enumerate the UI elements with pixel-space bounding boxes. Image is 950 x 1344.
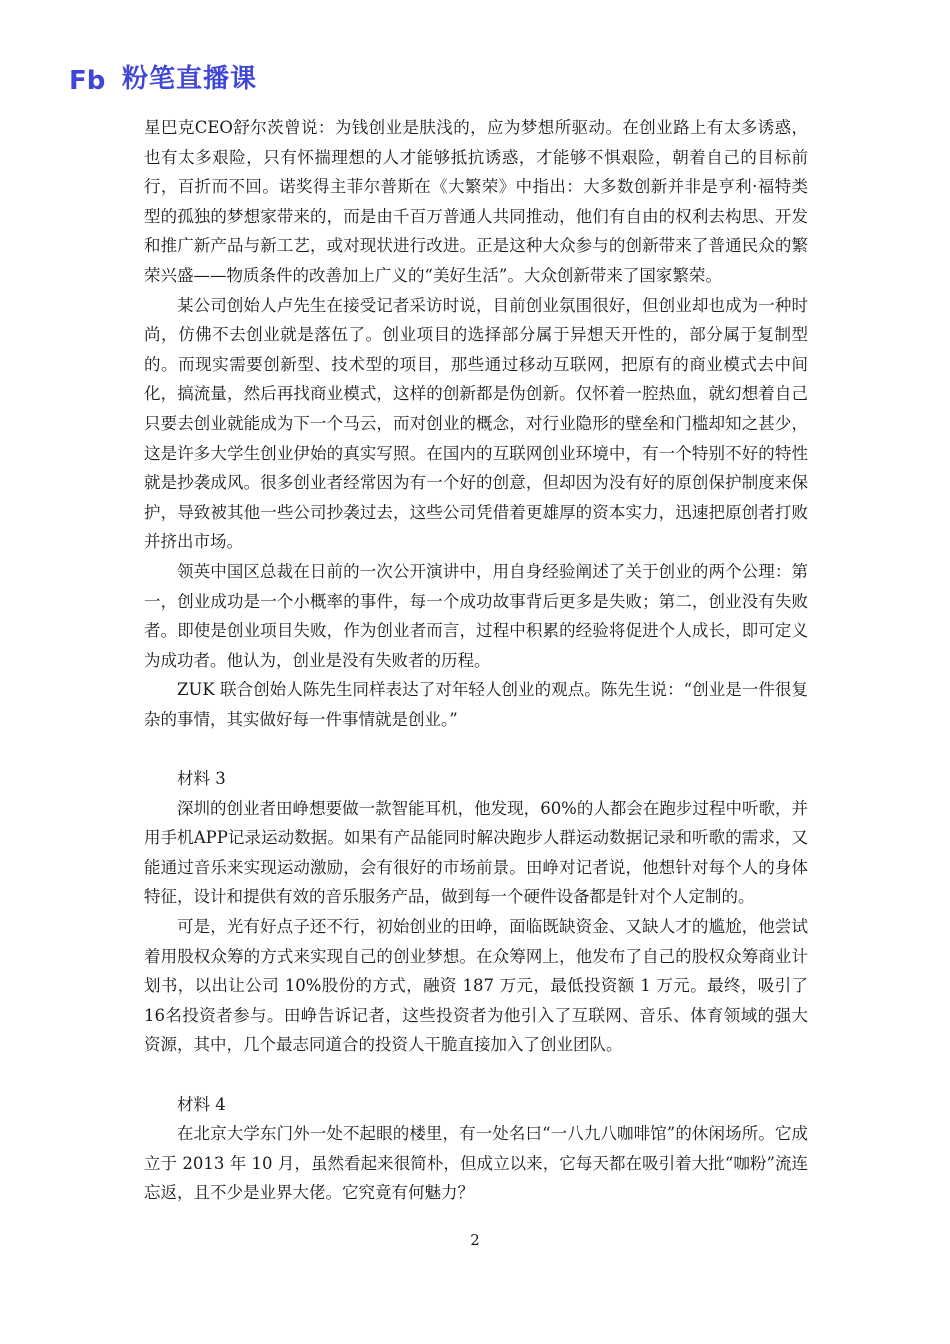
paragraph-tian-crowdfunding: 可是，光有好点子还不行，初始创业的田峥，面临既缺资金、又缺人才的尴尬，他尝试着用股权众筹的方式来实现自己的创业梦想。在众筹网上，他发布了自己的股权众筹商业计划书，以出让公司 10%股份的方式，融资 187 万元，最低投资额 1 万元。最终，吸引了 16名投资者参与。田峥告诉记者，这些投资者为他引入了互联网、音乐、体育领域的强大资源，其中，几个最志同道合的投资人干脆直接加入了创业团队。	[144, 917, 808, 1055]
spacer	[144, 734, 808, 764]
logo-text: Fb	[69, 66, 106, 94]
fenbi-logo-icon	[68, 64, 114, 94]
paragraph-lu: 某公司创始人卢先生在接受记者采访时说，目前创业氛围很好，但创业却也成为一种时尚，仿佛不去创业就是落伍了。创业项目的选择部分属于异想天开性的，部分属于复制型的。而现实需要创新型、技术型的项目，那些通过移动互联网，把原有的商业模式去中间化，搞流量，然后再找商业模式，这样的创新都是伪创新。仅怀着一腔热血，就幻想着自己只要去创业就能成为下一个马云，而对创业的概念，对行业隐形的壁垒和门槛却知之甚少，这是许多大学生创业伊始的真实写照。在国内的互联网创业环境中，有一个特别不好的特性就是抄袭成风。很多创业者经常因为有一个好的创意，但却因为没有好的原创保护制度来保护，导致被其他一些公司抄袭过去，这些公司凭借着更雄厚的资本实力，迅速把原创者打败并挤出市场。	[144, 295, 808, 552]
paragraph-schultz: 星巴克CEO舒尔茨曾说：为钱创业是肤浅的，应为梦想所驱动。在创业路上有太多诱惑，也有太多艰险，只有怀揣理想的人才能够抵抗诱惑，才能够不惧艰险，朝着自己的目标前行，百折而不回。诺奖得主菲尔普斯在《大繁荣》中指出：大多数创新并非是亨利·福特类型的孤独的梦想家带来的，而是由千百万普通人共同推动，他们有自由的权利去构思、开发和推广新产品与新工艺，或对现状进行改进。正是这种大众参与的创新带来了普通民众的繁荣兴盛——物质条件的改善加上广义的“美好生活”。大众创新带来了国家繁荣。	[144, 118, 808, 285]
page-header	[68, 62, 257, 96]
material-3-heading: 材料 3	[177, 769, 226, 789]
material-4-heading: 材料 4	[177, 1094, 226, 1114]
paragraph-tian-headphones: 深圳的创业者田峥想要做一款智能耳机，他发现，60%的人都会在跑步过程中听歌，并用手机APP记录运动数据。如果有产品能同时解决跑步人群运动数据记录和听歌的需求，又能通过音乐来实现运动激励，会有很好的市场前景。田峥对记者说，他想针对每个人的身体特征，设计和提供有效的音乐服务产品，做到每一个硬件设备都是针对个人定制的。	[144, 798, 808, 907]
spacer	[144, 1060, 808, 1090]
brand-name: 粉笔直播课	[122, 64, 258, 94]
paragraph-zuk: ZUK 联合创始人陈先生同样表达了对年轻人创业的观点。陈先生说：“创业是一件很复杂的事情，其实做好每一件事情就是创业。”	[144, 680, 808, 729]
document-body	[144, 113, 808, 1208]
paragraph-linkedin: 领英中国区总裁在日前的一次公开演讲中，用自身经验阐述了关于创业的两个公理：第一，创业成功是一个小概率的事件，每一个成功故事背后更多是失败；第二，创业没有失败者。即使是创业项目失败，作为创业者而言，过程中积累的经验将促进个人成长，即可定义为成功者。他认为，创业是没有失败者的历程。	[144, 561, 808, 670]
paragraph-1898-cafe: 在北京大学东门外一处不起眼的楼里，有一处名曰“一八九八咖啡馆”的休闲场所。它成立于 2013 年 10 月，虽然看起来很简朴，但成立以来，它每天都在吸引着大批“咖粉”流连忘返，且不少是业界大佬。它究竟有何魅力？	[144, 1124, 808, 1203]
page-number: 2	[470, 1231, 480, 1249]
